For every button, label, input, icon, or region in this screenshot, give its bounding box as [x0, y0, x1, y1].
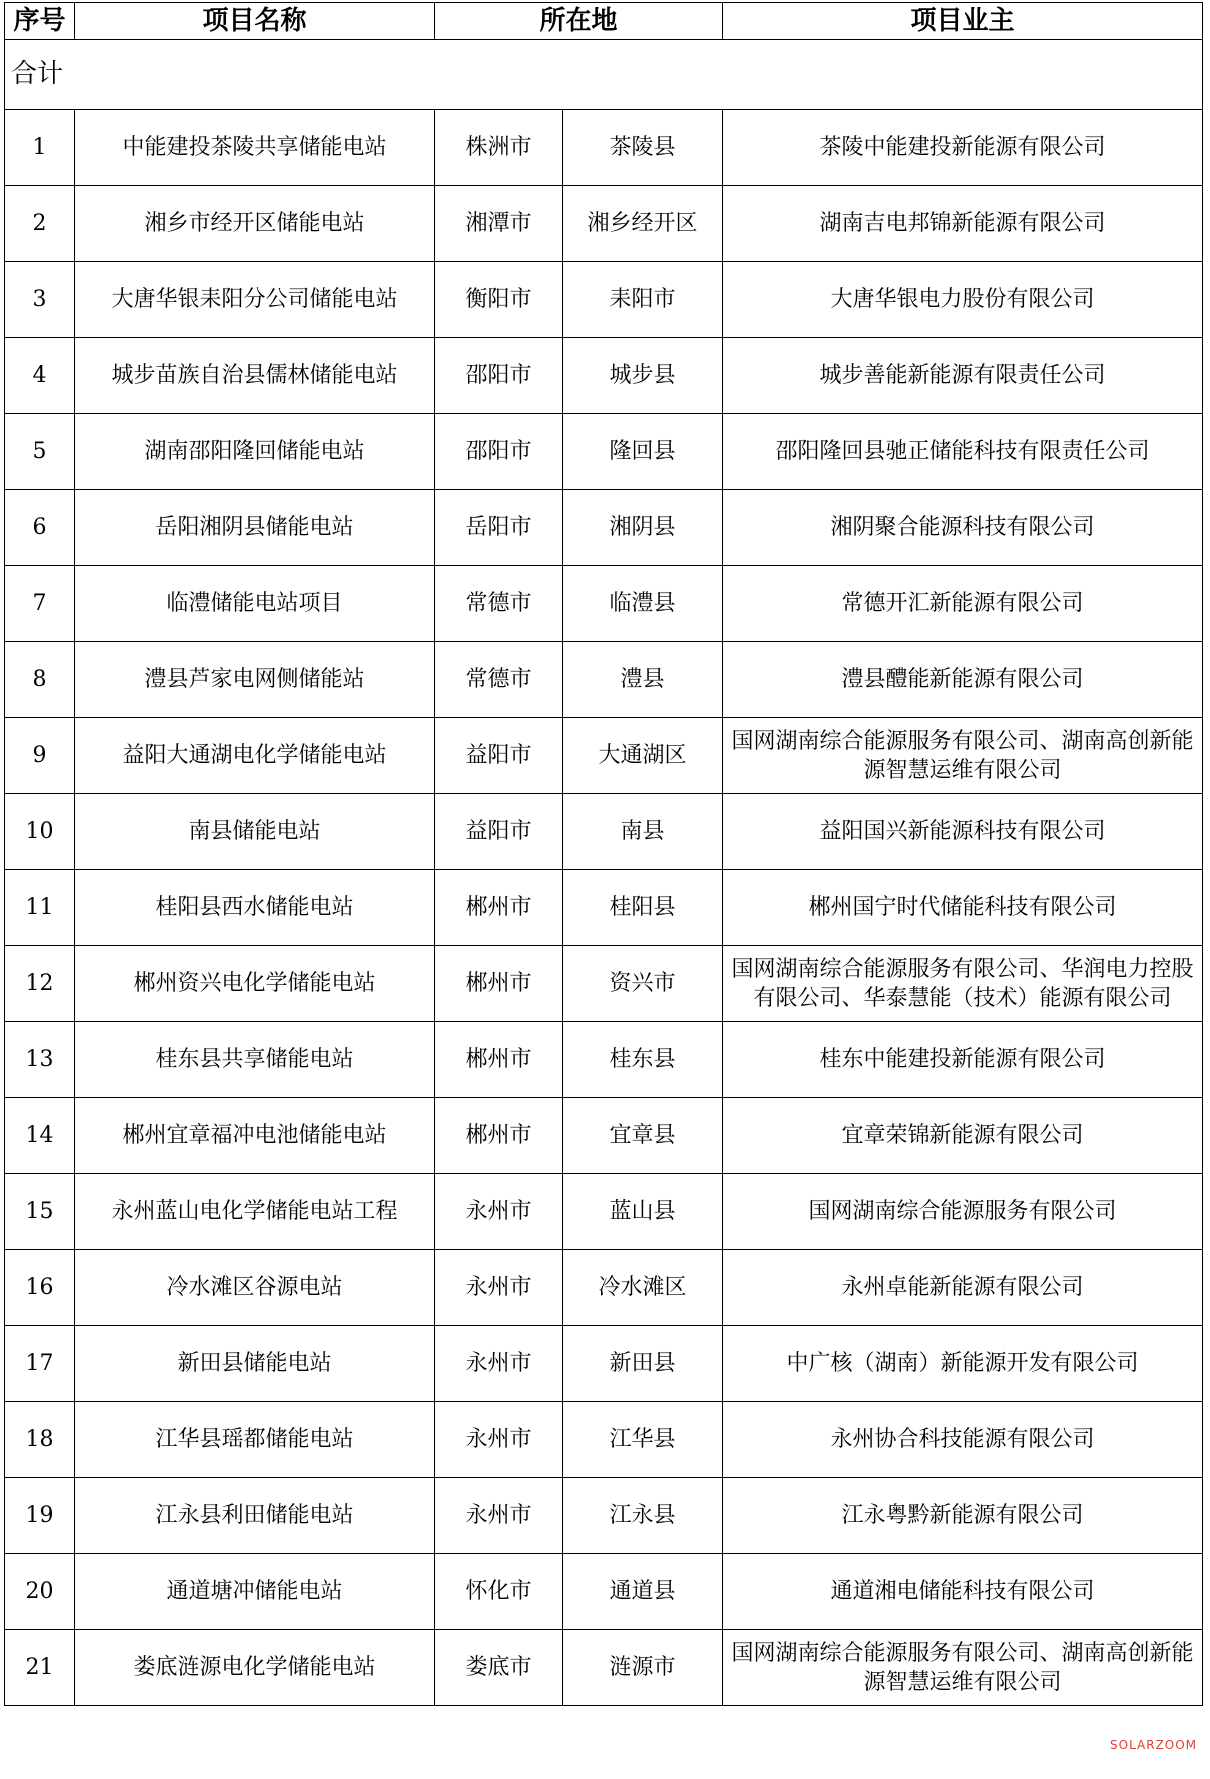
row-number: 9	[5, 718, 75, 794]
county: 蓝山县	[563, 1174, 723, 1250]
watermark: SOLARZOOM	[1110, 1738, 1198, 1752]
row-number: 4	[5, 338, 75, 414]
table-row	[5, 642, 1203, 718]
city: 郴州市	[435, 1022, 563, 1098]
project-owner: 茶陵中能建投新能源有限公司	[723, 110, 1203, 186]
project-name: 桂阳县西水储能电站	[75, 870, 435, 946]
row-number: 14	[5, 1098, 75, 1174]
project-name: 大唐华银耒阳分公司储能电站	[75, 262, 435, 338]
project-name: 新田县储能电站	[75, 1326, 435, 1402]
table-row	[5, 414, 1203, 490]
project-owner: 湖南吉电邦锦新能源有限公司	[723, 186, 1203, 262]
project-owner: 益阳国兴新能源科技有限公司	[723, 794, 1203, 870]
row-number: 8	[5, 642, 75, 718]
table-row	[5, 1554, 1203, 1630]
city: 永州市	[435, 1250, 563, 1326]
county: 桂阳县	[563, 870, 723, 946]
city: 益阳市	[435, 794, 563, 870]
project-name: 湘乡市经开区储能电站	[75, 186, 435, 262]
project-owner: 大唐华银电力股份有限公司	[723, 262, 1203, 338]
project-name: 益阳大通湖电化学储能电站	[75, 718, 435, 794]
project-table	[4, 2, 1203, 1706]
project-owner: 湘阴聚合能源科技有限公司	[723, 490, 1203, 566]
row-number: 10	[5, 794, 75, 870]
table-row	[5, 794, 1203, 870]
county: 资兴市	[563, 946, 723, 1022]
project-name: 南县储能电站	[75, 794, 435, 870]
table-row	[5, 870, 1203, 946]
project-name: 郴州宜章福冲电池储能电站	[75, 1098, 435, 1174]
project-owner: 中广核（湖南）新能源开发有限公司	[723, 1326, 1203, 1402]
city: 郴州市	[435, 870, 563, 946]
county: 大通湖区	[563, 718, 723, 794]
row-number: 6	[5, 490, 75, 566]
project-owner: 国网湖南综合能源服务有限公司	[723, 1174, 1203, 1250]
project-name: 通道塘冲储能电站	[75, 1554, 435, 1630]
project-name: 江永县利田储能电站	[75, 1478, 435, 1554]
project-owner: 国网湖南综合能源服务有限公司、华润电力控股有限公司、华泰慧能（技术）能源有限公司	[723, 946, 1203, 1022]
row-number: 13	[5, 1022, 75, 1098]
header-name: 项目名称	[75, 3, 435, 40]
project-owner: 桂东中能建投新能源有限公司	[723, 1022, 1203, 1098]
county: 耒阳市	[563, 262, 723, 338]
header-owner: 项目业主	[723, 3, 1203, 40]
project-owner: 江永粤黔新能源有限公司	[723, 1478, 1203, 1554]
city: 衡阳市	[435, 262, 563, 338]
project-name: 临澧储能电站项目	[75, 566, 435, 642]
county: 桂东县	[563, 1022, 723, 1098]
project-owner: 城步善能新能源有限责任公司	[723, 338, 1203, 414]
table-row	[5, 1326, 1203, 1402]
project-owner: 宜章荣锦新能源有限公司	[723, 1098, 1203, 1174]
table-row	[5, 186, 1203, 262]
table-row	[5, 110, 1203, 186]
county: 宜章县	[563, 1098, 723, 1174]
city: 永州市	[435, 1326, 563, 1402]
row-number: 5	[5, 414, 75, 490]
county: 湘乡经开区	[563, 186, 723, 262]
row-number: 2	[5, 186, 75, 262]
row-number: 1	[5, 110, 75, 186]
row-number: 17	[5, 1326, 75, 1402]
project-name: 城步苗族自治县儒林储能电站	[75, 338, 435, 414]
project-name: 江华县瑶都储能电站	[75, 1402, 435, 1478]
project-name: 娄底涟源电化学储能电站	[75, 1630, 435, 1706]
total-row	[5, 40, 1203, 110]
table-row	[5, 566, 1203, 642]
row-number: 15	[5, 1174, 75, 1250]
city: 永州市	[435, 1402, 563, 1478]
county: 茶陵县	[563, 110, 723, 186]
project-name: 湖南邵阳隆回储能电站	[75, 414, 435, 490]
header-row	[5, 3, 1203, 40]
project-name: 澧县芦家电网侧储能站	[75, 642, 435, 718]
total-label: 合计	[5, 40, 1203, 110]
project-name: 郴州资兴电化学储能电站	[75, 946, 435, 1022]
project-owner: 澧县醴能新能源有限公司	[723, 642, 1203, 718]
city: 邵阳市	[435, 414, 563, 490]
row-number: 20	[5, 1554, 75, 1630]
project-name: 桂东县共享储能电站	[75, 1022, 435, 1098]
county: 江永县	[563, 1478, 723, 1554]
table-row	[5, 946, 1203, 1022]
project-owner: 国网湖南综合能源服务有限公司、湖南高创新能源智慧运维有限公司	[723, 1630, 1203, 1706]
city: 邵阳市	[435, 338, 563, 414]
county: 通道县	[563, 1554, 723, 1630]
row-number: 11	[5, 870, 75, 946]
project-name: 岳阳湘阴县储能电站	[75, 490, 435, 566]
table-row	[5, 1250, 1203, 1326]
county: 江华县	[563, 1402, 723, 1478]
county: 冷水滩区	[563, 1250, 723, 1326]
city: 娄底市	[435, 1630, 563, 1706]
table-row	[5, 338, 1203, 414]
table-row	[5, 1174, 1203, 1250]
table-row	[5, 490, 1203, 566]
table-row	[5, 1098, 1203, 1174]
project-owner: 永州协合科技能源有限公司	[723, 1402, 1203, 1478]
project-owner: 郴州国宁时代储能科技有限公司	[723, 870, 1203, 946]
project-owner: 常德开汇新能源有限公司	[723, 566, 1203, 642]
project-owner: 邵阳隆回县驰正储能科技有限责任公司	[723, 414, 1203, 490]
table-row	[5, 1402, 1203, 1478]
county: 城步县	[563, 338, 723, 414]
city: 湘潭市	[435, 186, 563, 262]
city: 常德市	[435, 642, 563, 718]
project-owner: 永州卓能新能源有限公司	[723, 1250, 1203, 1326]
county: 南县	[563, 794, 723, 870]
county: 涟源市	[563, 1630, 723, 1706]
city: 益阳市	[435, 718, 563, 794]
table-row	[5, 262, 1203, 338]
project-name: 冷水滩区谷源电站	[75, 1250, 435, 1326]
project-owner: 国网湖南综合能源服务有限公司、湖南高创新能源智慧运维有限公司	[723, 718, 1203, 794]
header-seq: 序号	[5, 3, 75, 40]
city: 怀化市	[435, 1554, 563, 1630]
row-number: 12	[5, 946, 75, 1022]
project-name: 中能建投茶陵共享储能电站	[75, 110, 435, 186]
table-row	[5, 1022, 1203, 1098]
city: 郴州市	[435, 946, 563, 1022]
header-location: 所在地	[435, 3, 723, 40]
county: 新田县	[563, 1326, 723, 1402]
row-number: 3	[5, 262, 75, 338]
city: 郴州市	[435, 1098, 563, 1174]
project-owner: 通道湘电储能科技有限公司	[723, 1554, 1203, 1630]
row-number: 7	[5, 566, 75, 642]
city: 永州市	[435, 1478, 563, 1554]
project-name: 永州蓝山电化学储能电站工程	[75, 1174, 435, 1250]
city: 株洲市	[435, 110, 563, 186]
row-number: 21	[5, 1630, 75, 1706]
city: 常德市	[435, 566, 563, 642]
row-number: 16	[5, 1250, 75, 1326]
city: 岳阳市	[435, 490, 563, 566]
county: 临澧县	[563, 566, 723, 642]
county: 湘阴县	[563, 490, 723, 566]
county: 澧县	[563, 642, 723, 718]
table-row	[5, 1630, 1203, 1706]
row-number: 18	[5, 1402, 75, 1478]
table-row	[5, 718, 1203, 794]
row-number: 19	[5, 1478, 75, 1554]
county: 隆回县	[563, 414, 723, 490]
table-row	[5, 1478, 1203, 1554]
city: 永州市	[435, 1174, 563, 1250]
